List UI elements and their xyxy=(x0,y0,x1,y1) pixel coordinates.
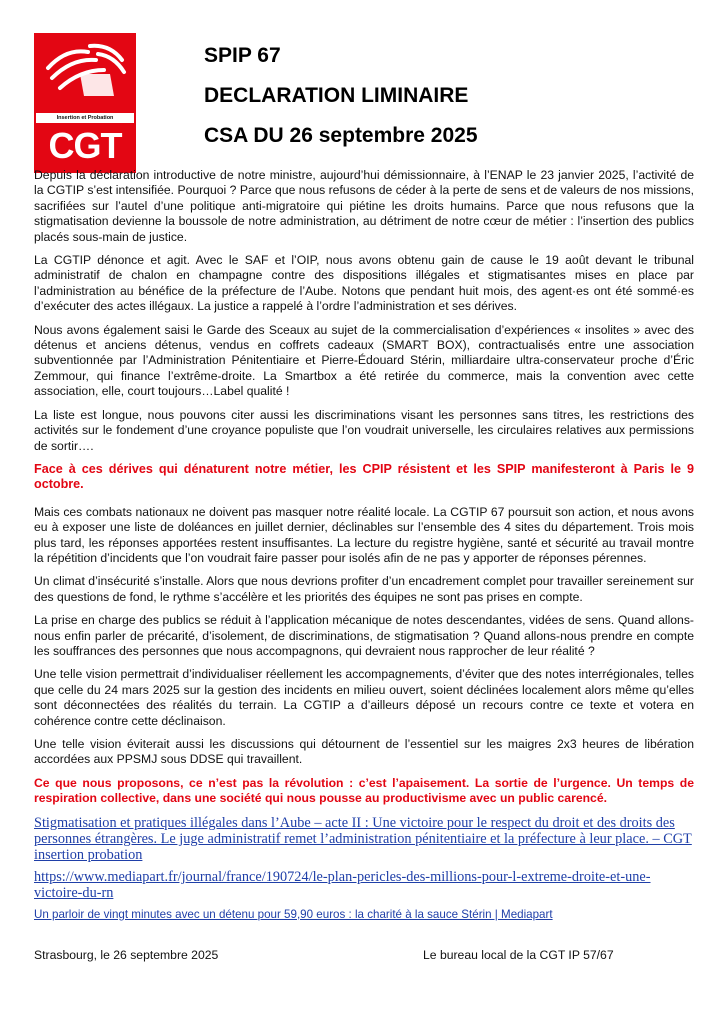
link-mediapart-pericles[interactable]: https://www.mediapart.fr/journal/france/190724/le-plan-pericles-des-millions-pour-l-extreme-droite-et-une-victoire-du-rn xyxy=(34,868,651,901)
header-line-1: SPIP 67 xyxy=(204,44,281,67)
paragraph: La CGTIP dénonce et agit. Avec le SAF et l’OIP, nous avons obtenu gain de cause le 19 août devant le tribunal administratif de chalon en champagne contre des dispositions illégales et stigmatisantes mises en place par l’administration au bénéfice de la préfecture de l’Aube. Notons que pendant huit mois, des agent·es ont été sommé·es d’exécuter des actes illégaux. La justice a rappelé à l’ordre l’administration et ses dérives. xyxy=(34,253,694,314)
cgt-logo xyxy=(34,33,136,173)
paragraph: Une telle vision éviterait aussi les discussions qui détournent de l’essentiel sur les maigres 2x3 heures de libération accordées aux PPSMJ sous DDSE qui travaillent. xyxy=(34,737,694,767)
link-cgt-article[interactable]: Stigmatisation et pratiques illégales dans l’Aube – acte II : Une victoire pour le respect du droit et des droits des personnes étrangères. Le juge administratif remet l’administration pénitentiaire et la préfecture à leur place. – CGT insertion probation xyxy=(34,814,692,863)
paragraph: Mais ces combats nationaux ne doivent pas masquer notre réalité locale. La CGTIP 67 poursuit son action, et nous avons eu à exposer une liste de doléances en juillet dernier, déclinables sur l’ensemble des 4 sites du département. Trois mois plus tard, les réponses apportées restent insuffisantes. La lecture du registre hygiène, santé et sécurité au travail montre la répétition d’incidents que l’on voudrait faire passer pour isolés afin de ne pas y apporter de réponses pérennes. xyxy=(34,504,694,565)
header-line-3: CSA DU 26 septembre 2025 xyxy=(204,124,478,147)
signature: Le bureau local de la CGT IP 57/67 xyxy=(423,948,614,962)
paragraph: La prise en charge des publics se réduit à l’application mécanique de notes descendantes, vidées de sens. Quand allons-nous enfin parler de précarité, d’isolement, de discriminations, de stigmatisation ? Quand allons-nous prendre en compte les souffrances des personnes que nous accompagnons, qui devraient nous rapprocher de leur réalité ? xyxy=(34,613,694,658)
logo-name: CGT xyxy=(48,125,122,166)
paragraph: Nous avons également saisi le Garde des Sceaux au sujet de la commercialisation d’expériences « insolites » avec des détenus et anciens détenus, vendus en coffrets cadeaux (SMART BOX), contractualisés entre une association subventionnée par l’Administration Pénitentiaire et Pierre-Édouard Stérin, milliardaire ultra-conservateur proche d’Éric Zemmour, qui finance l’extrême-droite. La Smartbox a été retirée du commerce, mais la convention avec cette association, elle, court toujours…Label qualité ! xyxy=(34,322,694,399)
paragraph: Un climat d’insécurité s’installe. Alors que nous devrions profiter d’un encadrement complet pour travailler sereinement sur des questions de fond, le rythme s’accélère et les priorités des équipes ne sont pas prises en compte. xyxy=(34,574,694,604)
logo-subtitle: Insertion et Probation xyxy=(56,115,114,121)
place-date: Strasbourg, le 26 septembre 2025 xyxy=(34,948,219,962)
paragraph: La liste est longue, nous pouvons citer aussi les discriminations visant les personnes sans titres, les restrictions des activités sur le fondement d’une croyance populiste que l’on voudrait universelle, les circulaires relatives aux permissions de sortir…. xyxy=(34,407,694,453)
document-body xyxy=(34,168,694,932)
highlight-statement: Face à ces dérives qui dénaturent notre métier, les CPIP résistent et les SPIP manifesteront à Paris le 9 octobre. xyxy=(34,461,694,492)
header-line-2: DECLARATION LIMINAIRE xyxy=(204,84,469,107)
hands-emblem-icon xyxy=(40,38,130,100)
paragraph: Depuis la déclaration introductive de notre ministre, aujourd’hui démissionnaire, à l’ENAP le 23 janvier 2025, l’activité de la CGTIP s’est intensifiée. Pourquoi ? Parce que nous refusons de céder à la perte de sens et de valeurs de nos missions, sacrifiées sur l’autel d’une politique anti-migratoire qui piétine les droits humains. Parce que nous refusons que la stigmatisation devienne la boussole de notre administration, au détriment de notre cœur de métier : l’insertion des publics placés sous-main de justice. xyxy=(34,168,694,244)
closing-statement: Ce que nous proposons, ce n’est pas la révolution : c’est l’apaisement. La sortie de l’urgence. Un temps de respiration collective, dans une société qui nous pousse au productivisme avec un public carencé. xyxy=(34,775,694,806)
paragraph: Une telle vision permettrait d’individualiser réellement les accompagnements, d’éviter que des notes interrégionales, telles que celle du 24 mars 2025 sur la gestion des incidents en milieu ouvert, soient déclinées localement alors même qu’elles sont déconnectées des réalités du terrain. La CGTIP a d’ailleurs déposé un recours contre ce texte et votera en cohérence contre cette déclinaison. xyxy=(34,667,694,728)
link-mediapart-parloir[interactable]: Un parloir de vingt minutes avec un détenu pour 59,90 euros : la charité à la sauce Stérin | Mediapart xyxy=(34,907,553,921)
